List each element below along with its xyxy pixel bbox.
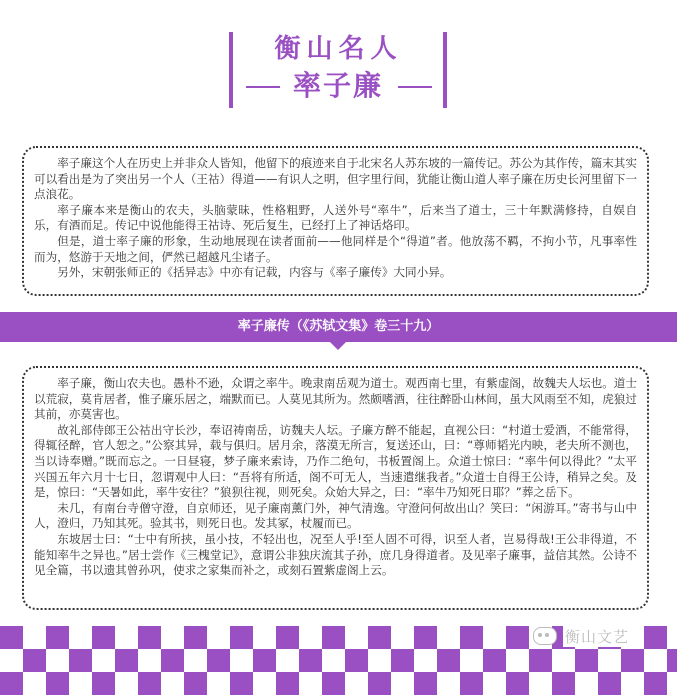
checker-square xyxy=(414,626,437,649)
checker-square xyxy=(437,626,460,649)
biography-paragraph: 未几，有南台寺僧守澄，自京师还，见子廉南薰门外，神气清逸。守澄问何故出山？笑曰：“闲游耳。”寄书与山中人，澄归，乃知其死。验其书，则死日也。发其冢，杖履而已。 xyxy=(34,500,637,531)
checker-square xyxy=(23,649,46,672)
checker-square xyxy=(322,649,345,672)
checker-square xyxy=(391,672,414,695)
checker-square xyxy=(253,649,276,672)
checker-square xyxy=(230,672,253,695)
checker-square xyxy=(115,672,138,695)
checker-square xyxy=(207,672,230,695)
biography-paragraph: 故礼部侍郎王公祜出守长沙，奉诏祷南岳，访魏夫人坛。子廉方醉不能起，直视公曰：“村道士爱酒，不能常得，得辄径醉，官人恕之。”公察其异，载与俱归。居月余，落漠无所言，复送还山，曰：“尊师韬光内映，老夫所不测也，当以诗奉赠。”既而忘之。一日昼寝，梦子廉来索诗，乃作二绝句，书板置阁上。众道士惊曰：“率牛何以得此？”太平兴国五年六月十七日，忽谓观中人曰：“吾将有所适，阁不可无人，当速遣继我者。”众道士自得王公诗，稍异之矣。及是，惊曰：“天暑如此，率牛安往？”狼狈往视，则死矣。众始大异之，曰：“率牛乃知死日耶？”葬之岳下。 xyxy=(34,422,637,500)
wechat-icon xyxy=(533,627,557,645)
checker-square xyxy=(345,626,368,649)
checker-square xyxy=(138,672,161,695)
checker-square xyxy=(299,649,322,672)
checker-square xyxy=(92,672,115,695)
brand-watermark xyxy=(533,626,631,646)
header xyxy=(0,0,677,118)
checker-square xyxy=(575,672,598,695)
checker-square xyxy=(230,626,253,649)
checker-square xyxy=(391,626,414,649)
checker-square xyxy=(23,626,46,649)
checker-square xyxy=(483,626,506,649)
checker-square xyxy=(207,649,230,672)
checker-square xyxy=(322,626,345,649)
checker-square xyxy=(506,626,529,649)
checker-square xyxy=(299,672,322,695)
checker-square xyxy=(506,649,529,672)
checker-square xyxy=(276,649,299,672)
checker-square xyxy=(368,626,391,649)
checker-square xyxy=(161,649,184,672)
checker-square xyxy=(230,649,253,672)
checker-square xyxy=(483,672,506,695)
checker-square xyxy=(46,649,69,672)
checker-square xyxy=(414,672,437,695)
checker-square xyxy=(345,672,368,695)
checker-square xyxy=(115,649,138,672)
intro-box xyxy=(22,146,649,296)
brand-label: 衡山文艺 xyxy=(565,627,630,646)
intro-paragraph: 另外，宋朝张师正的《括异志》中亦有记载，内容与《率子廉传》大同小异。 xyxy=(57,265,452,280)
checker-square xyxy=(92,649,115,672)
checker-square xyxy=(345,649,368,672)
intro-paragraph: 但是，道士率子廉的形象，生动地展现在读者面前——他同样是个“得道”者。他放荡不羁，不拘小节，凡事率性而为，悠游于天地之间，俨然已超越凡尘诸子。 xyxy=(34,233,637,264)
checker-square xyxy=(598,649,621,672)
checker-square xyxy=(184,649,207,672)
person-name-row xyxy=(238,64,438,104)
band-pointer-icon xyxy=(330,342,346,350)
checker-square xyxy=(92,626,115,649)
checker-square xyxy=(644,672,667,695)
checker-square xyxy=(69,626,92,649)
checker-square xyxy=(69,672,92,695)
checker-square xyxy=(644,649,667,672)
checker-square xyxy=(552,672,575,695)
checker-square xyxy=(437,672,460,695)
biography-paragraph: 率子廉，衡山农夫也。愚朴不逊，众谓之率牛。晚隶南岳观为道士。观西南七里，有紫虚阁，故魏夫人坛也。道士以荒寂，莫肯居者，惟子廉乐居之，端默而已。人莫见其所为。然颇嗜酒，往往醉卧山林间，虽大风雨至不知，虎狼过其前，亦莫害也。 xyxy=(34,376,637,422)
checker-square xyxy=(667,672,677,695)
checker-square xyxy=(322,672,345,695)
checker-square xyxy=(437,649,460,672)
checker-square xyxy=(253,672,276,695)
checker-square xyxy=(184,626,207,649)
checker-square xyxy=(460,672,483,695)
biography-paragraph: 东坡居士曰：“士中有所挟，虽小技，不轻出也，况至人乎!至人固不可得，识至人者，岂易得哉!王公非得道，不能知率牛之异也。”居士尝作《三槐堂记》，意谓公非独庆流其子孙，庶几身得道者。及见率子廉事，益信其然。公诗不见全篇，书以遗其曾孙巩，使求之家集而补之，或刻石置紫虚阁上云。 xyxy=(34,531,637,578)
checker-square xyxy=(460,626,483,649)
checker-square xyxy=(368,672,391,695)
checker-square xyxy=(299,626,322,649)
checker-square xyxy=(207,626,230,649)
checker-square xyxy=(46,672,69,695)
checker-square xyxy=(368,649,391,672)
intro-paragraph: 率子廉这个人在历史上并非众人皆知，他留下的痕迹来自于北宋名人苏东坡的一篇传记。苏公为其作传，篇末其实可以看出是为了突出另一个人（王祜）得道——有识人之明，但字里行间，犹能让衡山道人率子廉在历史长河里留下一点浪花。 xyxy=(34,156,637,202)
intro-paragraph: 率子廉本来是衡山的农夫，头脑蒙昧，性格粗野，人送外号“率牛”，后来当了道士，三十年默满修持，自娱自乐，有酒而足。传记中说他能得王祜诗、死后复生，已经打上了神话烙印。 xyxy=(34,202,637,233)
checker-square xyxy=(0,649,23,672)
checker-square xyxy=(483,649,506,672)
checker-square xyxy=(161,626,184,649)
checker-square xyxy=(0,672,23,695)
checker-square xyxy=(552,649,575,672)
checker-square xyxy=(184,672,207,695)
person-name: 率子廉 xyxy=(292,69,383,102)
checker-square xyxy=(529,672,552,695)
checker-square xyxy=(598,672,621,695)
checker-square xyxy=(138,626,161,649)
checker-square xyxy=(414,649,437,672)
checker-square xyxy=(667,626,677,649)
checker-square xyxy=(46,626,69,649)
checker-square xyxy=(138,649,161,672)
biography-box xyxy=(22,366,649,610)
series-title: 衡山名人 xyxy=(274,34,403,64)
checker-square xyxy=(506,672,529,695)
name-dash-right xyxy=(398,86,432,88)
checker-square xyxy=(276,672,299,695)
checker-square xyxy=(621,672,644,695)
checker-square xyxy=(69,649,92,672)
checker-square xyxy=(23,672,46,695)
checker-square xyxy=(644,626,667,649)
checker-square xyxy=(667,649,677,672)
section-band-title: 率子廉传（《苏轼文集》卷三十九） xyxy=(0,312,677,342)
checker-square xyxy=(161,672,184,695)
checker-square xyxy=(575,649,598,672)
checker-square xyxy=(115,626,138,649)
checker-square xyxy=(460,649,483,672)
checker-square xyxy=(529,649,552,672)
checker-square xyxy=(253,626,276,649)
checker-square xyxy=(276,626,299,649)
checker-square xyxy=(0,626,23,649)
checker-square xyxy=(391,649,414,672)
checker-square xyxy=(621,649,644,672)
